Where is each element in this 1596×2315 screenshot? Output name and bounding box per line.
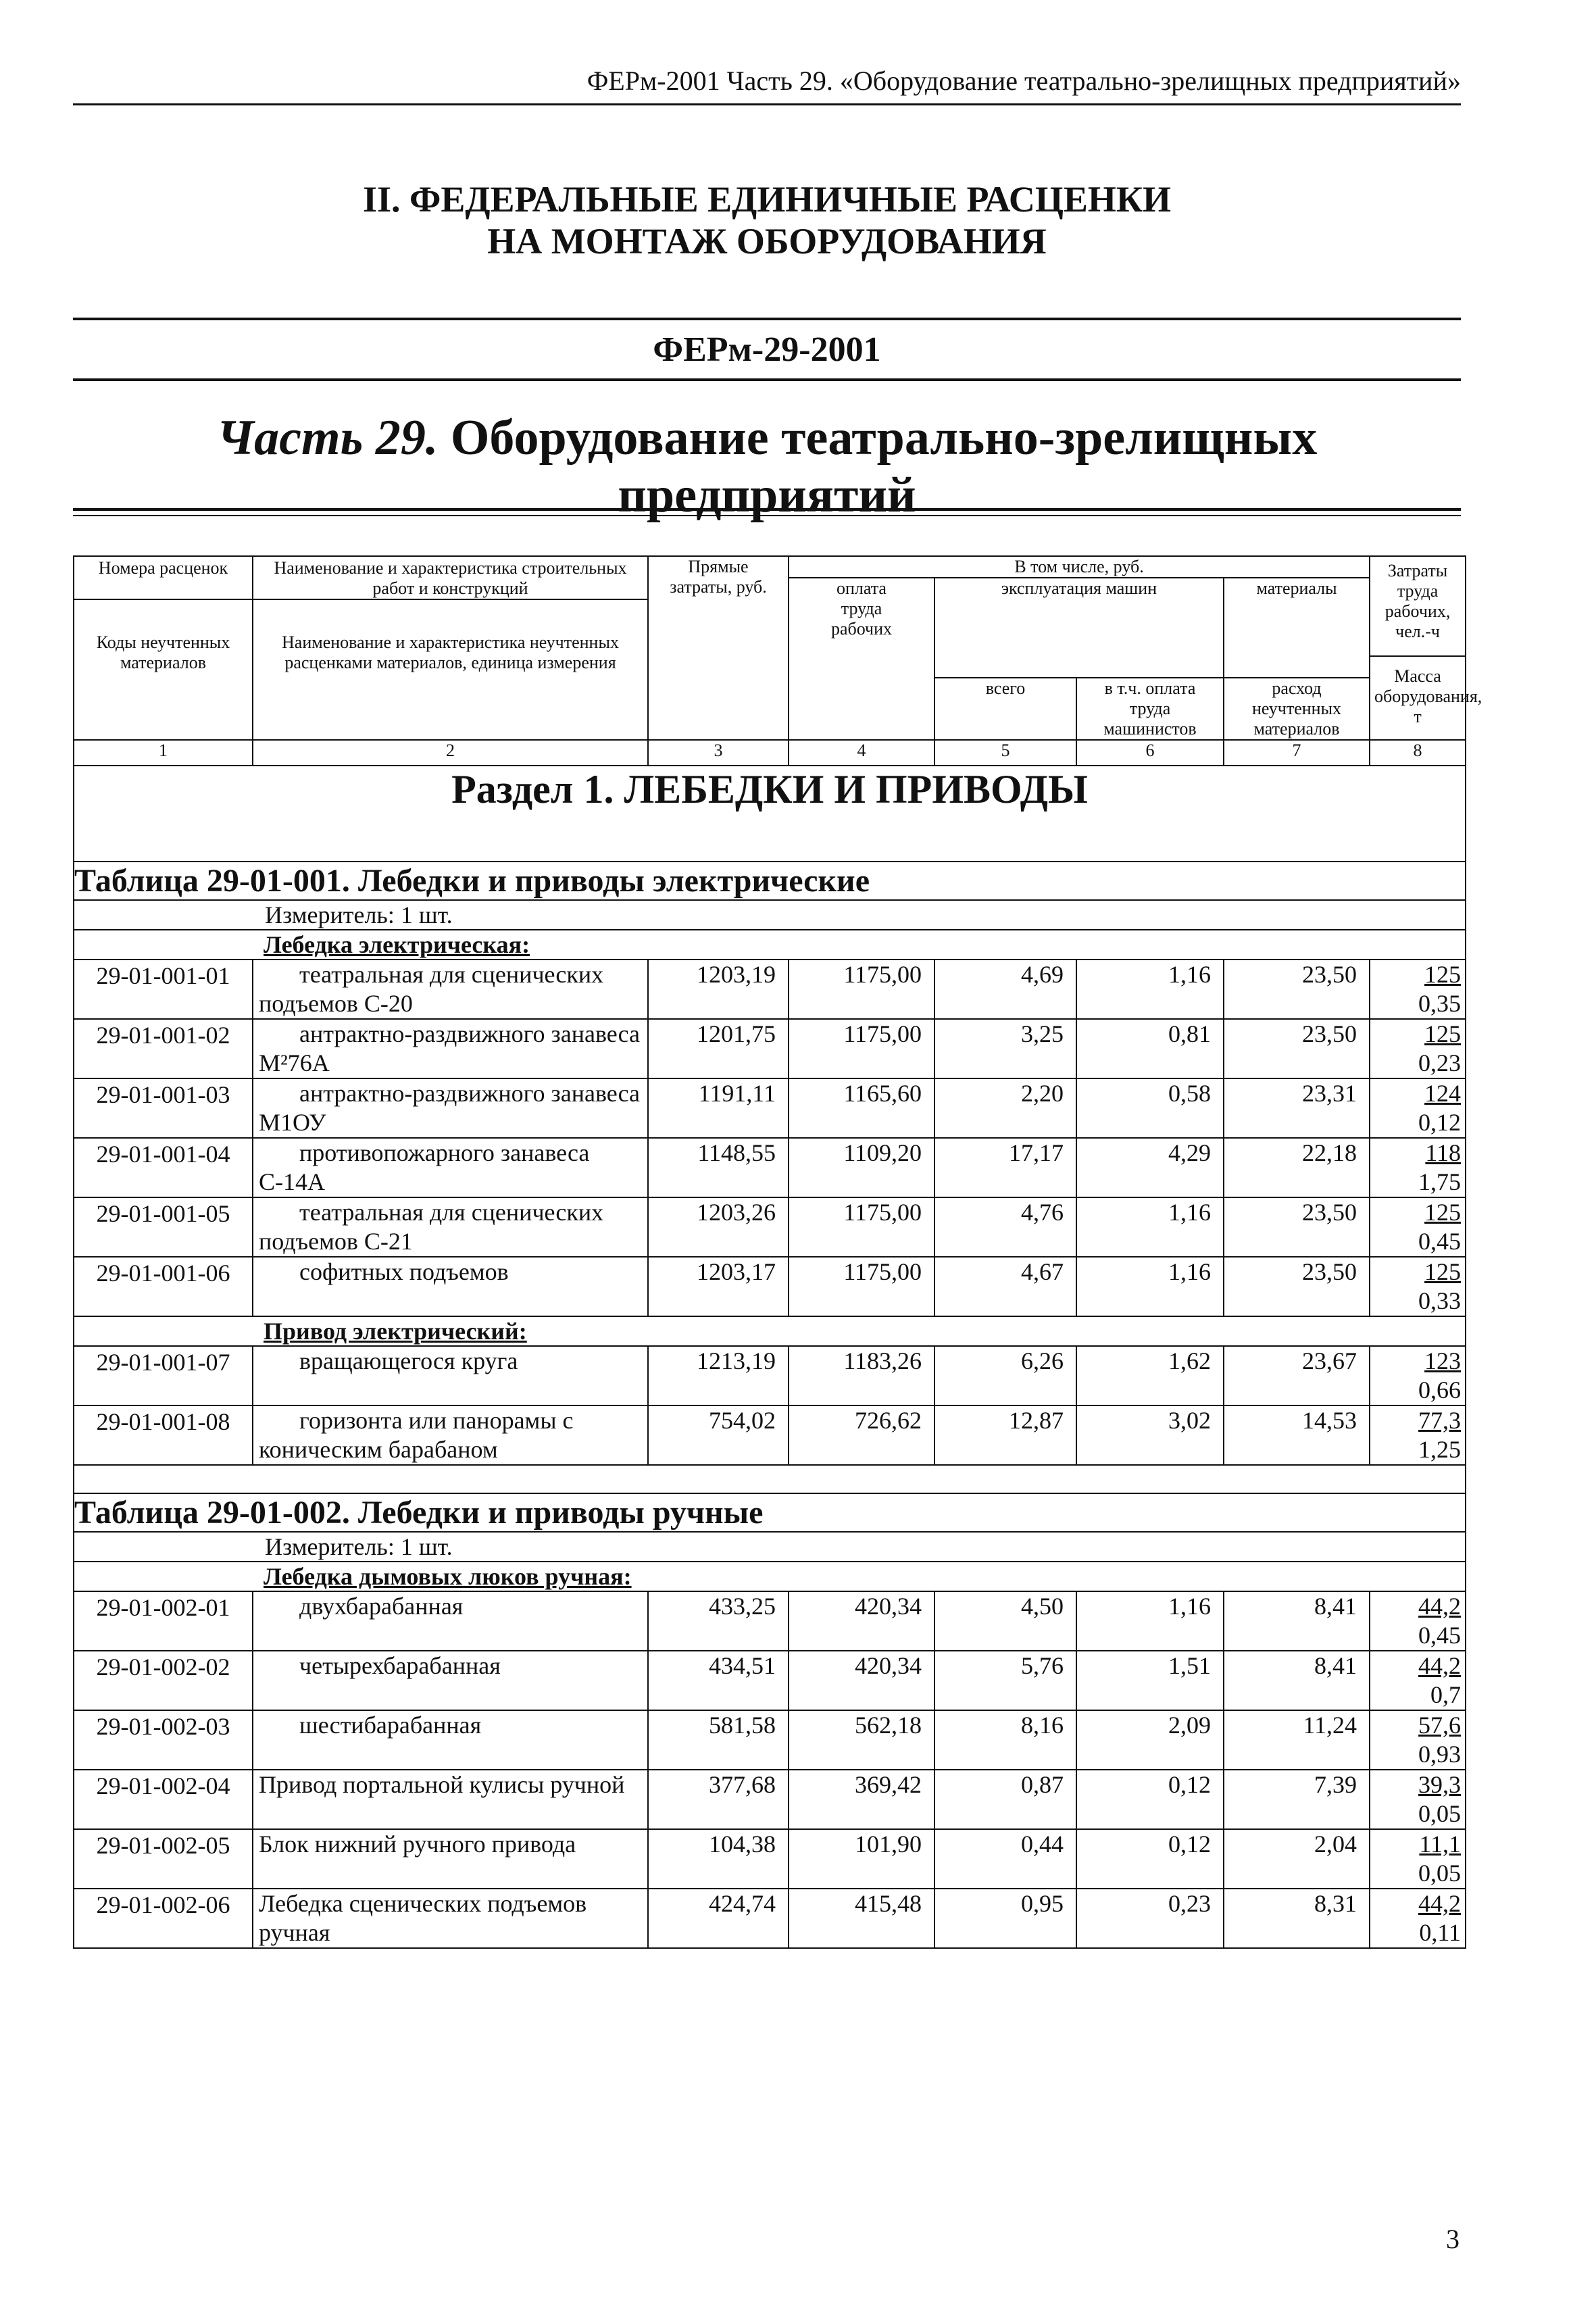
cost-mach-labor: 1,51: [1076, 1651, 1224, 1710]
group-row: [74, 1316, 1466, 1346]
group-name: Лебедка электрическая:: [264, 931, 530, 958]
table-row: [74, 1019, 1466, 1078]
cost-labor: 420,34: [789, 1591, 934, 1651]
labor-mass-cell: [1370, 1710, 1466, 1770]
table-row: [74, 960, 1466, 1019]
cost-direct: 1191,11: [648, 1078, 789, 1138]
section-title-line2: НА МОНТАЖ ОБОРУДОВАНИЯ: [487, 221, 1047, 262]
cost-labor: 1175,00: [789, 1019, 934, 1078]
cost-labor: 415,48: [789, 1889, 934, 1948]
equipment-mass: 1,75: [1418, 1168, 1462, 1195]
rate-code: 29-01-002-05: [74, 1829, 253, 1889]
cost-mach-labor: 1,16: [1076, 1591, 1224, 1651]
table-row: [74, 1405, 1466, 1465]
cost-mach-labor: 1,16: [1076, 1257, 1224, 1316]
rate-code: 29-01-002-02: [74, 1651, 253, 1710]
rate-code: 29-01-002-06: [74, 1889, 253, 1948]
col5-header: всего: [934, 678, 1076, 740]
cost-mach: 12,87: [934, 1405, 1076, 1465]
cost-labor: 420,34: [789, 1651, 934, 1710]
equipment-mass: 0,45: [1418, 1228, 1462, 1255]
cost-labor: 101,90: [789, 1829, 934, 1889]
cost-mach: 3,25: [934, 1019, 1076, 1078]
part-label: Часть 29.: [216, 410, 439, 466]
cost-labor: 562,18: [789, 1710, 934, 1770]
rate-name-cell: [253, 1591, 648, 1651]
table-row: [74, 1591, 1466, 1651]
equipment-mass: 0,11: [1419, 1919, 1462, 1946]
table-row: [74, 1257, 1466, 1316]
cost-mat: 11,24: [1224, 1710, 1370, 1770]
labor-hours: 44,2: [1418, 1593, 1462, 1620]
rate-name: Привод портальной кулисы ручной: [259, 1771, 625, 1798]
col1-bottom: Коды неучтенных материалов: [96, 632, 230, 672]
equipment-mass: 0,23: [1418, 1049, 1462, 1076]
cost-mach: 2,20: [934, 1078, 1076, 1138]
cost-mat: 8,41: [1224, 1591, 1370, 1651]
rate-name: Блок нижний ручного привода: [259, 1831, 576, 1858]
cost-direct: 1203,19: [648, 960, 789, 1019]
col-names-header: [253, 556, 648, 740]
labor-mass-cell: [1370, 1197, 1466, 1257]
rate-name: театральная для сценических подъемов С-20: [259, 961, 604, 1017]
labor-mass-cell: [1370, 1405, 1466, 1465]
equipment-mass: 0,7: [1430, 1681, 1462, 1708]
cost-mat: 2,04: [1224, 1829, 1370, 1889]
rate-code: 29-01-001-03: [74, 1078, 253, 1138]
rate-name: шестибарабанная: [299, 1712, 482, 1739]
col7-header: расход неучтенных материалов: [1224, 678, 1370, 740]
cost-mat: 23,50: [1224, 1257, 1370, 1316]
column-number: 5: [934, 740, 1076, 766]
table-row: [74, 1197, 1466, 1257]
table-row: [74, 1710, 1466, 1770]
cost-mat: 23,31: [1224, 1078, 1370, 1138]
cost-mach-labor: 0,58: [1076, 1078, 1224, 1138]
rate-name-cell: [253, 1710, 648, 1770]
labor-hours: 39,3: [1418, 1771, 1462, 1798]
cost-direct: 1213,19: [648, 1346, 789, 1405]
unit-label: Измеритель: 1 шт.: [265, 901, 453, 928]
rate-name: горизонта или панорамы с коническим барабаном: [259, 1407, 574, 1463]
table-title: Таблица 29-01-001. Лебедки и приводы электрические: [74, 862, 1466, 900]
cost-mach-labor: 1,16: [1076, 960, 1224, 1019]
divider: [73, 318, 1461, 320]
cost-labor: 1183,26: [789, 1346, 934, 1405]
rate-code: 29-01-001-05: [74, 1197, 253, 1257]
rate-code: 29-01-002-04: [74, 1770, 253, 1829]
labor-mass-cell: [1370, 1346, 1466, 1405]
col8-top: Затраты труда рабочих, чел.-ч: [1370, 557, 1465, 657]
group-row: [74, 1562, 1466, 1591]
equipment-mass: 0,93: [1418, 1741, 1462, 1768]
labor-hours: 123: [1424, 1347, 1462, 1374]
column-numbers-row: [74, 740, 1466, 766]
cost-direct: 434,51: [648, 1651, 789, 1710]
col3-header: Прямые затраты, руб.: [648, 556, 789, 740]
labor-mass-cell: [1370, 1078, 1466, 1138]
rate-name-cell: [253, 1770, 648, 1829]
rate-code: 29-01-001-04: [74, 1138, 253, 1197]
rate-name-cell: [253, 1346, 648, 1405]
cost-direct: 1203,26: [648, 1197, 789, 1257]
cost-mat: 23,67: [1224, 1346, 1370, 1405]
rate-code: 29-01-002-01: [74, 1591, 253, 1651]
cost-mat: 14,53: [1224, 1405, 1370, 1465]
labor-mass-cell: [1370, 1019, 1466, 1078]
section-heading: Раздел 1. ЛЕБЕДКИ И ПРИВОДЫ: [74, 766, 1466, 862]
cost-direct: 1201,75: [648, 1019, 789, 1078]
incl-header: В том числе, руб.: [789, 556, 1370, 578]
labor-mass-cell: [1370, 1257, 1466, 1316]
materials-header: материалы: [1224, 578, 1370, 678]
rate-name: четырехбарабанная: [299, 1652, 501, 1679]
rate-name-cell: [253, 1078, 648, 1138]
labor-hours: 11,1: [1419, 1831, 1462, 1858]
cost-direct: 377,68: [648, 1770, 789, 1829]
col8-header: [1370, 556, 1482, 740]
labor-mass-cell: [1370, 1770, 1466, 1829]
equipment-mass: 0,05: [1418, 1800, 1462, 1827]
cost-labor: 1109,20: [789, 1138, 934, 1197]
part-name: Оборудование театрально-зрелищных предприятий: [450, 410, 1318, 523]
table-title-row: [74, 1493, 1466, 1532]
column-number: 7: [1224, 740, 1370, 766]
labor-mass-cell: [1370, 960, 1466, 1019]
section-row: [74, 766, 1466, 862]
cost-mach: 17,17: [934, 1138, 1076, 1197]
rate-name: вращающегося круга: [299, 1347, 518, 1374]
unit-row: [74, 900, 1466, 930]
rate-name-cell: [253, 1257, 648, 1316]
column-number: 3: [648, 740, 789, 766]
labor-hours: 124: [1424, 1080, 1462, 1107]
cost-mach: 4,76: [934, 1197, 1076, 1257]
cost-mach-labor: 1,16: [1076, 1197, 1224, 1257]
table-row: [74, 1138, 1466, 1197]
rate-name-cell: [253, 1651, 648, 1710]
column-number: 8: [1370, 740, 1466, 766]
group-row: [74, 930, 1466, 960]
equipment-mass: 0,45: [1418, 1622, 1462, 1649]
col8-bottom: Масса оборудования, т: [1374, 666, 1482, 726]
spacer-row: [74, 1465, 1466, 1493]
col1-top: Номера расценок: [74, 557, 252, 600]
rate-name-cell: [253, 1197, 648, 1257]
cost-mach-labor: 4,29: [1076, 1138, 1224, 1197]
cost-direct: 104,38: [648, 1829, 789, 1889]
labor-hours: 118: [1425, 1139, 1462, 1166]
labor-mass-cell: [1370, 1138, 1466, 1197]
table-body: [74, 556, 1482, 1948]
labor-hours: 125: [1424, 1199, 1462, 1226]
rate-code: 29-01-001-02: [74, 1019, 253, 1078]
cost-mach: 4,50: [934, 1591, 1076, 1651]
divider: [73, 515, 1461, 516]
page-number: 3: [1446, 2224, 1460, 2254]
col4-header: оплата труда рабочих: [789, 578, 934, 740]
table-row: [74, 1829, 1466, 1889]
table-row: [74, 1078, 1466, 1138]
divider: [73, 508, 1461, 511]
cost-mach-labor: 1,62: [1076, 1346, 1224, 1405]
table-title: Таблица 29-01-002. Лебедки и приводы ручные: [74, 1493, 1466, 1532]
col2-bottom: Наименование и характеристика неучтенных расценками материалов, единица измерения: [282, 632, 619, 672]
cost-labor: 1175,00: [789, 1257, 934, 1316]
cost-mach: 0,87: [934, 1770, 1076, 1829]
labor-mass-cell: [1370, 1889, 1466, 1948]
labor-hours: 125: [1424, 1020, 1462, 1047]
cost-mach-labor: 3,02: [1076, 1405, 1224, 1465]
table-row: [74, 1889, 1466, 1948]
document-code: ФЕРм-29-2001: [653, 330, 881, 369]
cost-mach: 4,67: [934, 1257, 1076, 1316]
equipment-mass: 1,25: [1418, 1436, 1462, 1463]
table-title-row: [74, 862, 1466, 900]
labor-hours: 125: [1424, 1258, 1462, 1285]
rate-code: 29-01-001-07: [74, 1346, 253, 1405]
labor-hours: 44,2: [1418, 1890, 1462, 1917]
equipment-mass: 0,33: [1418, 1287, 1462, 1314]
group-name: Привод электрический:: [264, 1318, 527, 1345]
rate-name-cell: [253, 1889, 648, 1948]
col-codes-header: [74, 556, 253, 740]
cost-mat: 23,50: [1224, 1197, 1370, 1257]
rate-name-cell: [253, 1019, 648, 1078]
cost-mat: 22,18: [1224, 1138, 1370, 1197]
rate-code: 29-01-001-01: [74, 960, 253, 1019]
column-number: 6: [1076, 740, 1224, 766]
labor-mass-cell: [1370, 1651, 1466, 1710]
cost-direct: 1203,17: [648, 1257, 789, 1316]
rate-name: софитных подъемов: [299, 1258, 509, 1285]
cost-direct: 754,02: [648, 1405, 789, 1465]
labor-mass-cell: [1370, 1591, 1466, 1651]
cost-mach: 0,95: [934, 1889, 1076, 1948]
cost-direct: 424,74: [648, 1889, 789, 1948]
labor-hours: 44,2: [1418, 1652, 1462, 1679]
unit-row: [74, 1532, 1466, 1562]
cost-labor: 1175,00: [789, 960, 934, 1019]
column-number: 2: [253, 740, 648, 766]
cost-direct: 581,58: [648, 1710, 789, 1770]
group-name: Лебедка дымовых люков ручная:: [264, 1563, 632, 1590]
rate-name-cell: [253, 960, 648, 1019]
cost-labor: 1175,00: [789, 1197, 934, 1257]
cost-mach: 8,16: [934, 1710, 1076, 1770]
cost-mat: 23,50: [1224, 1019, 1370, 1078]
cost-direct: 1148,55: [648, 1138, 789, 1197]
labor-hours: 57,6: [1418, 1712, 1462, 1739]
rate-name: двухбарабанная: [299, 1593, 464, 1620]
cost-mach-labor: 0,12: [1076, 1829, 1224, 1889]
cost-mach-labor: 2,09: [1076, 1710, 1224, 1770]
cost-labor: 369,42: [789, 1770, 934, 1829]
cost-mat: 7,39: [1224, 1770, 1370, 1829]
table-row: [74, 1770, 1466, 1829]
rate-name-cell: [253, 1138, 648, 1197]
cost-mach: 0,44: [934, 1829, 1076, 1889]
column-number: 4: [789, 740, 934, 766]
col2-top: Наименование и характеристика строительных работ и конструкций: [253, 557, 647, 600]
cost-mach: 6,26: [934, 1346, 1076, 1405]
table-row: [74, 1651, 1466, 1710]
cost-labor: 726,62: [789, 1405, 934, 1465]
cost-direct: 433,25: [648, 1591, 789, 1651]
rate-name-cell: [253, 1405, 648, 1465]
rate-name: театральная для сценических подъемов С-21: [259, 1199, 604, 1255]
section-title-line1: II. ФЕДЕРАЛЬНЫЕ ЕДИНИЧНЫЕ РАСЦЕНКИ: [362, 179, 1172, 220]
rate-code: 29-01-001-08: [74, 1405, 253, 1465]
header-row: [74, 556, 1466, 578]
equipment-mass: 0,66: [1418, 1376, 1462, 1403]
cost-mat: 23,50: [1224, 960, 1370, 1019]
cost-mach-labor: 0,12: [1076, 1770, 1224, 1829]
divider: [73, 378, 1461, 381]
cost-mach: 4,69: [934, 960, 1076, 1019]
table-row: [74, 1346, 1466, 1405]
cost-labor: 1165,60: [789, 1078, 934, 1138]
column-number: 1: [74, 740, 253, 766]
machines-header: эксплуатация машин: [934, 578, 1224, 678]
part-title: [73, 409, 1461, 524]
labor-mass-cell: [1370, 1829, 1466, 1889]
cost-mat: 8,31: [1224, 1889, 1370, 1948]
cost-mach-labor: 0,23: [1076, 1889, 1224, 1948]
rate-name-cell: [253, 1829, 648, 1889]
rate-name: противопожарного занавеса С-14А: [259, 1139, 590, 1195]
rate-code: 29-01-002-03: [74, 1710, 253, 1770]
cost-mat: 8,41: [1224, 1651, 1370, 1710]
rate-name: антрактно-раздвижного занавеса М²76А: [259, 1020, 641, 1076]
rate-name: антрактно-раздвижного занавеса М1ОУ: [259, 1080, 641, 1136]
equipment-mass: 0,12: [1418, 1109, 1462, 1136]
equipment-mass: 0,05: [1418, 1860, 1462, 1887]
rate-code: 29-01-001-06: [74, 1257, 253, 1316]
rates-table: [73, 555, 1482, 1949]
equipment-mass: 0,35: [1418, 990, 1462, 1017]
running-header: ФЕРм-2001 Часть 29. «Оборудование театрально-зрелищных предприятий»: [73, 65, 1461, 105]
unit-label: Измеритель: 1 шт.: [265, 1533, 453, 1560]
cost-mach-labor: 0,81: [1076, 1019, 1224, 1078]
cost-mach: 5,76: [934, 1651, 1076, 1710]
rate-name: Лебедка сценических подъемов ручная: [259, 1890, 587, 1946]
labor-hours: 125: [1424, 961, 1462, 988]
col6-header: в т.ч. оплата труда машинистов: [1076, 678, 1224, 740]
labor-hours: 77,3: [1418, 1407, 1462, 1434]
